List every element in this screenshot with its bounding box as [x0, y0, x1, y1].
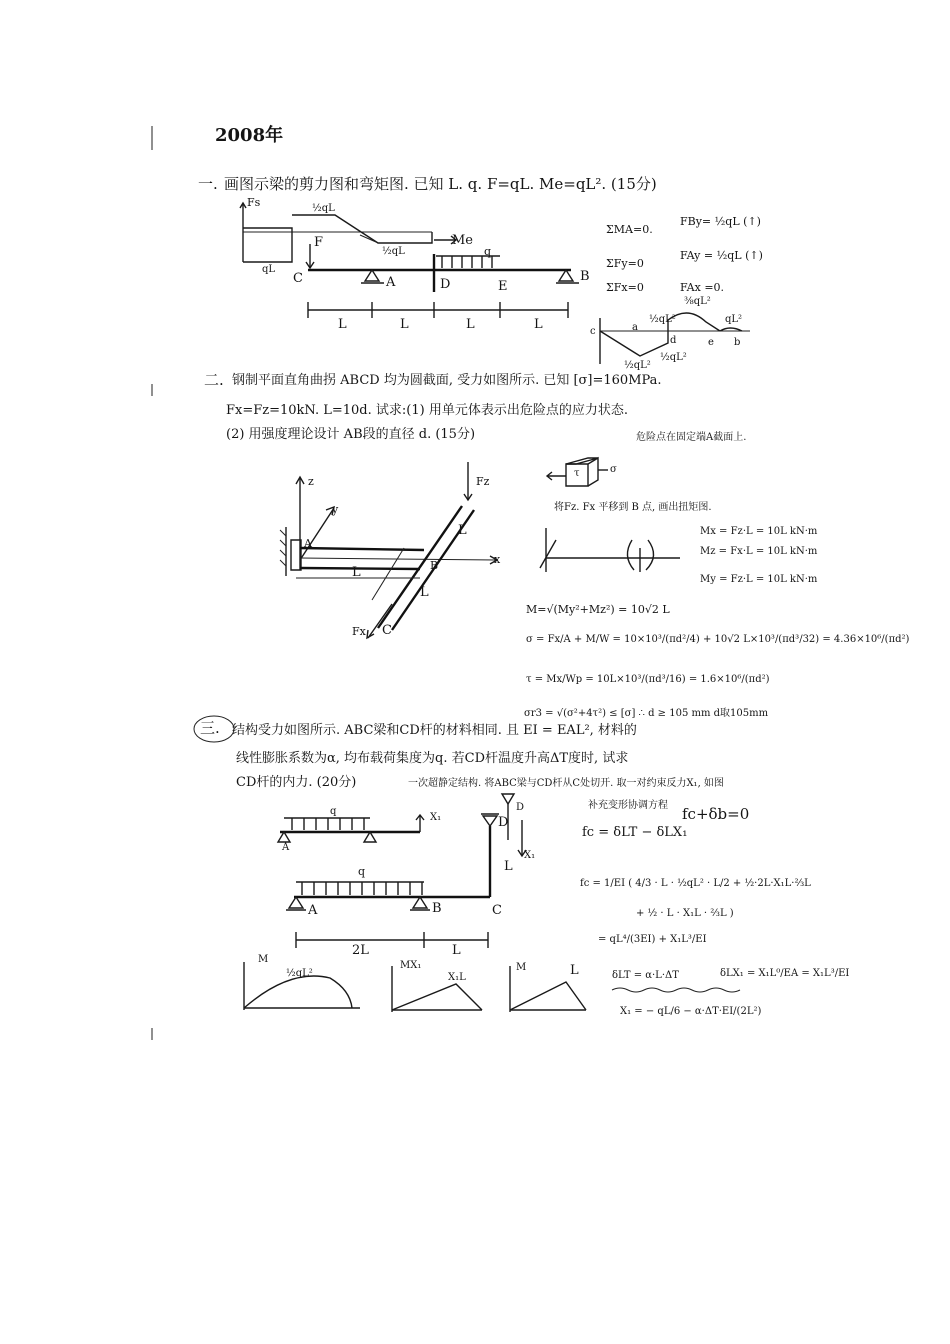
problem2-danger-note: 危险点在固定端A截面上.: [636, 432, 747, 443]
moment-value-4: ½qL²: [624, 360, 651, 371]
cube-sigma-label: σ: [610, 464, 617, 475]
problem3-statement: 结构受力如图所示. ABC梁和CD杆的材料相同. 且 EI = EAL², 材料的: [232, 723, 637, 738]
force-Fx-label: Fx: [352, 625, 366, 638]
force-F-label: F: [314, 235, 324, 250]
problem2-work-intro: 将Fz. Fx 平移到 B 点, 画出扭矩图.: [554, 502, 712, 513]
point-A-label: A: [386, 275, 396, 290]
equation-2-lhs: ΣFy=0: [606, 257, 644, 270]
moment-unit-peak: L: [570, 963, 579, 978]
point-D-label: D: [440, 277, 451, 292]
problem2-mx: Mx = Fz·L = 10L kN·m: [700, 526, 818, 537]
problem2-line2: Fx=Fz=10kN. L=10d. 试求:(1) 用单元体表示出危险点的应力状态.: [226, 403, 628, 418]
span-2-label: L: [400, 317, 409, 332]
structure-C-label: C: [492, 903, 502, 918]
span-1-label: L: [338, 317, 347, 332]
load-q-label: q: [484, 245, 492, 258]
structure-CD-length: L: [504, 859, 513, 874]
problem2-combined-moment: M=√(My²+Mz²) = 10√2 L: [526, 603, 670, 616]
moment-Me-label: Me: [452, 233, 474, 248]
shear-axis-label: Fs: [247, 196, 261, 209]
moment-point-c: c: [590, 326, 596, 337]
moment-point-b: b: [734, 337, 741, 348]
problem3-line3: CD杆的内力. (20分): [236, 775, 357, 790]
axis-y-label: y: [332, 503, 339, 516]
moment-value-2: ⅜qL²: [684, 296, 711, 307]
year-heading: 2008年: [215, 125, 284, 146]
point-B-label: B: [580, 269, 590, 284]
equation-3-rhs: FAx =0.: [680, 281, 725, 294]
structure-q-label: q: [358, 865, 366, 878]
released-q-label: q: [330, 806, 337, 817]
problem3-number: 三.: [200, 719, 220, 737]
problem3-x1-result: X₁ = − qL/6 − α·ΔT·EI/(2L²): [620, 1006, 762, 1017]
span-3-label: L: [466, 317, 475, 332]
moment-value-1: ½qL²: [649, 314, 676, 325]
crank-point-C: C: [382, 623, 392, 638]
problem3-compat-label: 补充变形协调方程: [588, 800, 668, 811]
problem2-result: σr3 = √(σ²+4τ²) ≤ [σ] ∴ d ≥ 105 mm d取105mm: [524, 708, 769, 719]
equation-2-rhs: FAy = ½qL (↑): [680, 249, 763, 262]
moment-q-peak: ½qL²: [286, 968, 313, 979]
problem2-line3: (2) 用强度理论设计 AB段的直径 d. (15分): [226, 427, 476, 442]
cube-tau-label: τ: [574, 468, 580, 479]
problem1-statement: 画图示梁的剪力图和弯矩图. 已知 L. q. F=qL. Me=qL². (15分): [224, 175, 657, 193]
structure-2L-length: 2L: [352, 943, 369, 958]
equation-1-lhs: ΣMA=0.: [606, 223, 653, 236]
problem3-fc-expr3: = qL⁴/(3EI) + X₁L³/EI: [598, 934, 707, 945]
shear-value-mid: ½qL: [382, 246, 405, 257]
problem3-dLX: δLX₁ = X₁L⁰/EA = X₁L³/EI: [720, 968, 850, 979]
point-E-label: E: [498, 279, 508, 294]
moment-q-axis: M: [258, 954, 269, 965]
structure-A-label: A: [308, 903, 318, 918]
problem3-fc-definition: fc = δLT − δLX₁: [582, 825, 688, 840]
problem2-number: 二.: [204, 371, 224, 389]
released-X1-label: X₁: [430, 812, 442, 823]
axis-x-label: x: [494, 553, 501, 566]
moment-x1-peak: X₁L: [448, 972, 466, 983]
equation-3-lhs: ΣFx=0: [606, 281, 644, 294]
equation-1-rhs: FBy= ½qL (↑): [680, 215, 761, 228]
length-AB-label: L: [352, 565, 361, 580]
point-C-label: C: [293, 271, 303, 286]
problem3-dLT: δLT = α·L·ΔT: [612, 970, 679, 981]
moment-point-d: d: [670, 335, 677, 346]
problem1-number: 一.: [198, 175, 218, 193]
problem2-mz: Mz = Fx·L = 10L kN·m: [700, 546, 818, 557]
problem3-fc-expr2: + ½ · L · X₁L · ⅔L ): [636, 908, 734, 919]
problem3-line2: 线性膨胀系数为α, 均布载荷集度为q. 若CD杆温度升高ΔT度时, 试求: [236, 751, 629, 766]
problem3-note: 一次超静定结构. 将ABC梁与CD杆从C处切开. 取一对约束反力X₁, 如图: [408, 778, 724, 789]
axis-z-label: z: [308, 475, 314, 488]
structure-B-label: B: [432, 901, 442, 916]
problem2-statement: 钢制平面直角曲拐 ABCD 均为圆截面, 受力如图所示. 已知 [σ]=160MPa.: [232, 373, 662, 388]
released-X1-bar-label: X₁: [524, 850, 536, 861]
moment-unit-axis: M: [516, 962, 527, 973]
length-BC-label: L: [420, 585, 429, 600]
span-4-label: L: [534, 317, 543, 332]
moment-point-e: e: [708, 337, 714, 348]
length-BD-label: L: [458, 523, 467, 538]
problem3-compat-eq: fc+δb=0: [682, 805, 750, 823]
structure-D-label: D: [498, 815, 509, 830]
force-Fz-label: Fz: [476, 475, 490, 488]
moment-point-a: a: [632, 322, 638, 333]
problem3-fc-expr1: fc = 1/EI ( 4/3 · L · ½qL² · L/2 + ½·2L·X₁L·⅔L: [580, 878, 811, 889]
shear-value-left: qL: [262, 264, 276, 275]
moment-x1-axis: MX₁: [400, 960, 422, 971]
crank-point-A: A: [304, 537, 312, 550]
moment-value-3: qL²: [725, 314, 743, 325]
released-A-label: A: [282, 842, 290, 853]
problem2-sigma: σ = Fx/A + M/W = 10×10³/(πd²/4) + 10√2 L×10³/(πd³/32) = 4.36×10⁶/(πd²): [526, 634, 910, 645]
problem2-tau: τ = Mx/Wp = 10L×10³/(πd³/16) = 1.6×10⁶/(πd²): [526, 674, 770, 685]
problem2-my: My = Fz·L = 10L kN·m: [700, 574, 818, 585]
structure-L-length: L: [452, 943, 461, 958]
released-D-label: D: [516, 802, 525, 813]
crank-point-B: B: [430, 559, 439, 572]
moment-value-5: ½qL²: [660, 352, 687, 363]
shear-value-top: ½qL: [312, 203, 335, 214]
